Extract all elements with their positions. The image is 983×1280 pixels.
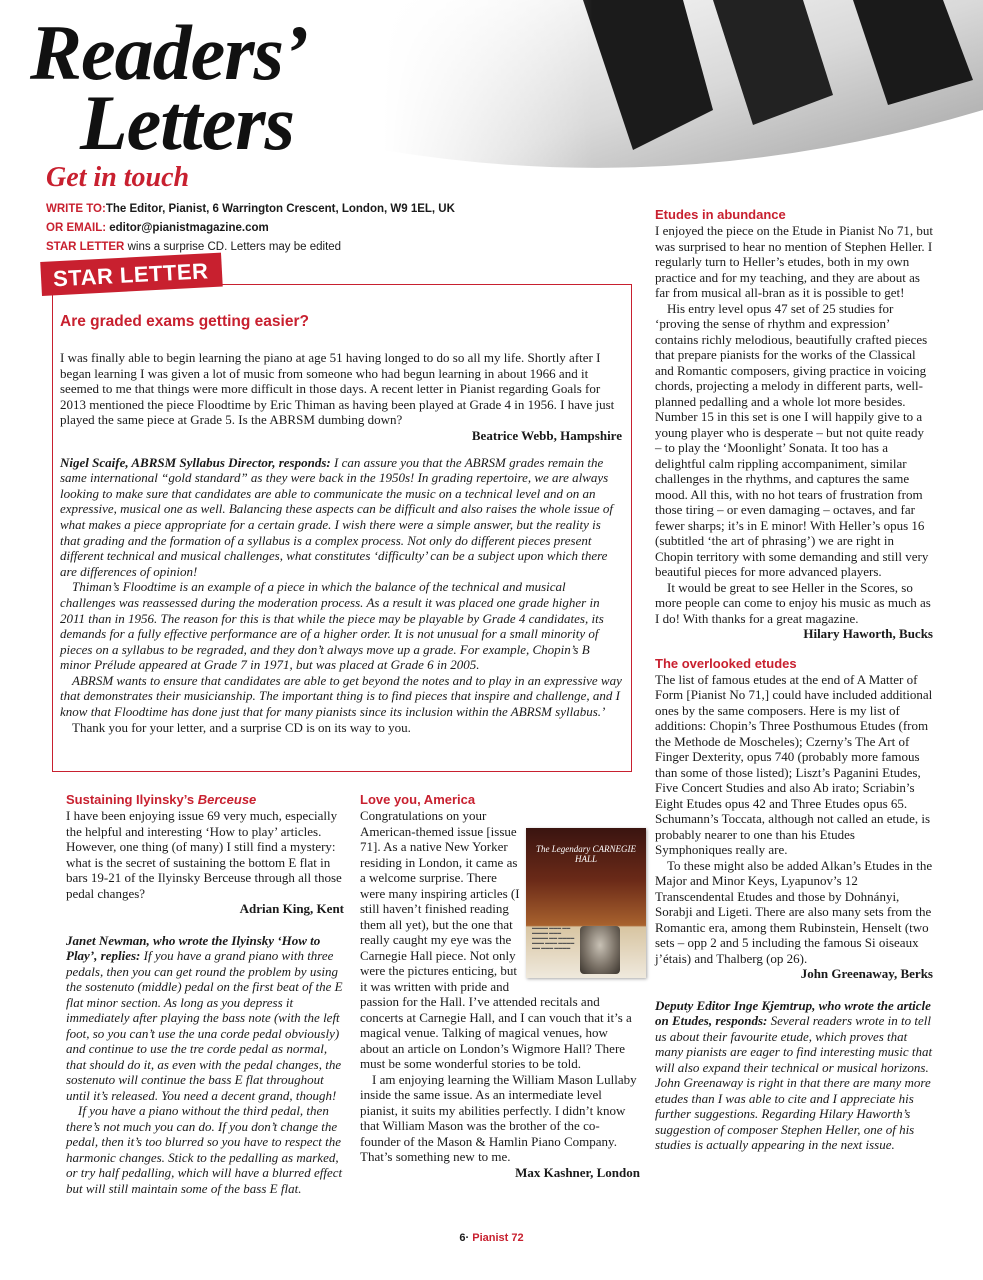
star-letter-title: Are graded exams getting easier?	[60, 313, 309, 330]
letter-america-p1: Congratulations on your American-themed issue [issue 71]. As a native New Yorker residing in London, it came as a welcome surprise. There were many inspiring articles (I still haven’t finished reading them all yet), but the one that really caught my eye was the Carnegie Hall piece. Not only were the pictures enticing, but it was written with pride and passion for the Hall. I’ve attended recitals and concerts at Carnegie Hall, and I can vouch that it’s a magical venue. Talking of magical venues, how about an article on London’s Wigmore Hall? There must be some wonderful stories to be told.	[360, 808, 632, 1071]
letter-etudes-title: Etudes in abundance	[655, 207, 786, 222]
star-response-p1	[60, 455, 622, 580]
contact-info	[46, 162, 626, 257]
ilyinsky-response-p1-text: If you have a grand piano with three pedals, then you can get round the problem by using the sostenuto (middle) pedal on the first beat of the E flat minor section. As long as you depress it immediately after playing the bass note (with the left foot, so you can’t use the una corde pedal obviously) and continue to use the tre corde pedal as normal, that should do it, as even with the pedal changes, the sostenuto will continue the bass E flat throughout until it’s released. You need a decent grand, though!	[66, 948, 343, 1103]
email-address[interactable]: editor@pianistmagazine.com	[109, 222, 269, 234]
page-title	[30, 9, 308, 166]
letter-ilyinsky	[66, 792, 344, 1196]
letter-america-title: Love you, America	[360, 792, 476, 807]
email-label: OR EMAIL:	[46, 222, 107, 234]
ilyinsky-response-lead: Janet Newman, who wrote the Ilyinsky ‘How to Play’, replies:	[66, 932, 321, 963]
write-to-label: WRITE TO:	[46, 203, 106, 215]
letter-america	[360, 792, 640, 1180]
right-column	[655, 207, 933, 1153]
star-response-p2: Thiman’s Floodtime is an example of a piece in which the balance of the technical and musical challenges was reassessed during the moderation process. As a result it was placed one grade higher in 2011 than in 1956. The reason for this is that while the piece may be playable by Grade 4 candidates, its demands for a fully effective performance are of a higher order. It is not unusual for a small minority of pieces on a syllabus to be regraded, and they don’t always move up a grade. For example, Chopin’s B minor Prélude appeared at Grade 7 in 1971, but was placed at Grade 6 in 2005.	[60, 579, 604, 673]
letter-ilyinsky-title-plain: Sustaining Ilyinsky’s	[66, 792, 198, 807]
letter-ilyinsky-text: I have been enjoying issue 69 very much, especially the helpful and interesting ‘How to play’ articles. However, one thing (of many) I still find a mystery: what is the secret of sustaining the bottom E flat in bars 19-21 of the Ilyinsky Berceuse through all those pedal changes?	[66, 808, 342, 901]
star-response-p1-text: I can assure you that the ABRSM grades remain the same international “gold standard” as they were back in the 1950s! In grading repertoire, we are always looking to make sure that candidates are able to communicate the music on a technical level and on an expressive, musical one as well. Balancing these aspects can be difficult and also raises the whole issue of what makes a piece appropriate for a certain grade. I wish there were a simple answer, but the reality is that grading and the formation of a syllabus is a complex process. Not only do different pieces present different technical and musical challenges, what constitutes ‘difficulty’ can be a subject upon which there are differences of opinion!	[60, 454, 614, 579]
letter-ilyinsky-signature: Adrian King, Kent	[239, 901, 344, 916]
etudes-response-lead: Deputy Editor Inge Kjemtrup, who wrote the article on Etudes, responds:	[655, 997, 931, 1028]
star-response-p3: ABRSM wants to ensure that candidates are able to get beyond the notes and to play in an expressive way that demonstrates their musicianship. The important thing is to find pieces that inspire and challenge, and I know that Floodtime has done just that for many pianists since its inclusion within the ABRSM syllabus.’	[60, 672, 622, 720]
letter-ilyinsky-title-italic: Berceuse	[197, 792, 257, 807]
etudes-response-text: Several readers wrote in to tell us about their favourite etude, which proves that many pianists are eager to find interesting music that will also expand their technical or musical horizons. John Greenaway is right in that there are many more etudes than I was able to cite and I appreciate his further suggestions. Regarding Hilary Haworth’s suggestion of composer Stephen Heller, one of his studies is actually appearing in the next issue.	[655, 1013, 933, 1152]
letter-overlooked-p1: The list of famous etudes at the end of A Matter of Form [Pianist No 71,] could have included additional ones by the same composers. Here is my list of additions: Chopin’s Three Posthumous Etudes (from the Methode de Moscheles); Czerny’s The Art of Finger Dexterity, opus 740 (probably more famous than some of those listed); Liszt’s Paganini Etudes, Five Concert Studies and also Ab irato; Scriabin’s Eight Etudes opus 42 and Three Etudes opus 65. Schumann’s Toccata, although not called an etude, is probably nearer to one than his Etudes Symphoniques really are.	[655, 671, 933, 857]
carnegie-hall-magazine-image	[526, 828, 646, 978]
contact-heading: Get in touch	[46, 162, 190, 193]
page-number: 6	[459, 1232, 466, 1244]
star-letter-note	[46, 238, 626, 257]
star-letter-signature: Beatrice Webb, Hampshire	[471, 427, 622, 443]
magazine-caption-lines: ▬▬▬▬ ▬▬▬ ▬▬ ▬▬▬▬ ▬▬▬ ▬▬▬▬ ▬▬ ▬▬▬▬ ▬▬▬ ▬▬▬ ▬▬▬▬ ▬▬ ▬▬▬ ▬▬▬▬	[532, 925, 575, 950]
star-letter-note-text: wins a surprise CD. Letters may be edited	[127, 241, 342, 253]
letter-america-signature: Max Kashner, London	[515, 1164, 640, 1180]
ilyinsky-response-p1	[66, 933, 344, 1104]
letter-overlooked-p2: To these might also be added Alkan’s Etudes in the Major and Minor Keys, Lyapunov’s 12 Transcendental Etudes and those by Dohnányi, Sorabji and Ligeti. There are also many sets from the Romantic era, among them Rubinstein, Henselt (two sets – opp 2 and 5 including the famous Si oiseaux j’étais) and Thalberg (op 26).	[655, 857, 933, 966]
write-to-address: The Editor, Pianist, 6 Warrington Crescent, London, W9 1EL, UK	[105, 203, 455, 215]
title-line-2: Letters	[80, 79, 294, 166]
write-to-line	[46, 200, 626, 219]
letter-etudes-p3: It would be great to see Heller in the Scores, so more people can come to enjoy his music as much as I do! With thanks for a great magazine.	[655, 579, 931, 626]
star-letter-body	[60, 350, 622, 735]
letter-overlooked-signature: John Greenaway, Berks	[800, 966, 933, 981]
title-line-1: Readers’	[30, 9, 308, 96]
star-letter-tab: STAR LETTER	[40, 253, 223, 296]
letter-america-p2: I am enjoying learning the William Mason Lullaby inside the same issue. As an intermediate level pianist, it suits my abilities perfectly. I didn’t know that William Mason was the brother of the co-founder of the Mason & Hamlin Piano Company. That’s something new to me.	[360, 1071, 637, 1164]
star-response-lead: Nigel Scaife, ABRSM Syllabus Director, responds:	[60, 454, 331, 470]
letter-overlooked-title: The overlooked etudes	[655, 655, 797, 671]
magazine-issue: Pianist 72	[472, 1232, 524, 1244]
portrait-photo	[580, 926, 620, 974]
letter-etudes-p1: I enjoyed the piece on the Etude in Pianist No 71, but was surprised to hear no mention of Stephen Heller. I regularly turn to Heller’s etudes, both in my own practice and for my teaching, and they are about as far from musical all-bran as it is possible to get!	[655, 223, 933, 300]
etudes-response	[655, 998, 933, 1153]
star-closing: Thank you for your letter, and a surprise CD is on its way to you.	[72, 719, 411, 735]
letter-etudes-p2: His entry level opus 47 set of 25 studies for ‘proving the sense of rhythm and expression’ contains richly melodious, beautifully crafted pieces that prepare pianists for the works of the Classical and Romantic composers, giving practice in voicing chords, projecting a melody in different parts, well-planned pedalling and a whole lot more besides. Number 15 in this set is one I will happily give to a young player who is desperate – but not quite ready – to play the ‘Moonlight’ Sonata. It too has a delightful calm rippling accompaniment, similar challenges in the rhythms, and captures the same mood. All this, with no hot tears of frustration from those tiring – or even damaging – octaves, and far fewer sharps; it’s in E minor! With Heller’s opus 16 (subtitled ‘the art of phrasing’) we are right in Chopin territory with some demanding and still very beautiful pieces for more advanced players.	[655, 300, 929, 579]
page-footer: 6· Pianist 72	[459, 1232, 524, 1244]
star-letter-label: STAR LETTER	[46, 241, 125, 253]
letter-etudes-signature: Hilary Haworth, Bucks	[803, 626, 933, 641]
star-letter-text: I was finally able to begin learning the piano at age 51 having longed to do so all my life. Shortly after I began learning I was given a lot of music from someone who had begun learning in about 1966 and it seemed to me that things were more difficult in those days. A recent letter in Pianist regarding Goals for 2013 mentioned the piece Floodtime by Eric Thiman as having been played at Grade 4 in 1956. I have just played the same piece at Grade 5. Is the ABRSM dumbing down?	[60, 350, 615, 428]
email-line	[46, 219, 626, 238]
ilyinsky-response-p2: If you have a piano without the third pedal, then there’s not much you can do. If you don’t change the pedal, then it’s too blurred so you have to respect the harmonic changes. Stick to the pedalling as marked, or try half pedalling, which will have a blurred effect but will still maintain some of the bass E flat.	[66, 1103, 343, 1196]
magazine-image-title: The Legendary CARNEGIE HALL	[536, 844, 636, 864]
letter-ilyinsky-title	[66, 792, 344, 808]
